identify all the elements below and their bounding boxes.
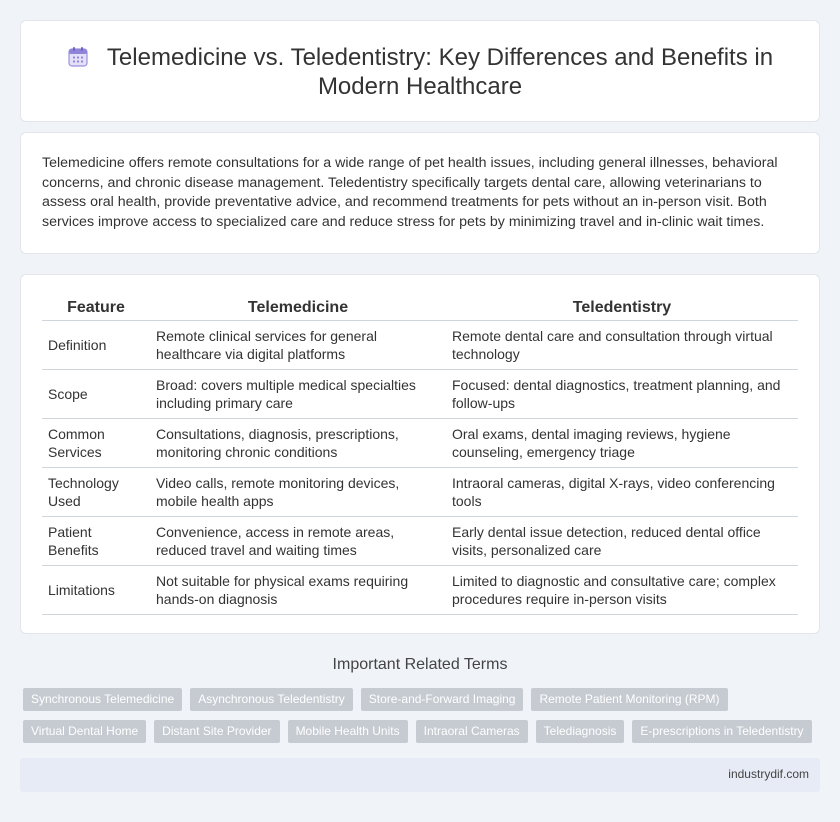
footer bbox=[20, 758, 820, 792]
tag-row-1 bbox=[23, 688, 823, 711]
page-title-text: Telemedicine vs. Teledentistry: Key Differences and Benefits in Modern Healthcare bbox=[106, 44, 774, 100]
tag-row-2 bbox=[23, 720, 823, 743]
table-header-row bbox=[42, 297, 798, 321]
tag-e-prescriptions[interactable]: E-prescriptions in Teledentistry bbox=[632, 720, 811, 743]
page-title bbox=[61, 43, 779, 101]
feature-cell: Patient Benefits bbox=[42, 517, 150, 566]
header-feature: Feature bbox=[42, 297, 150, 321]
tag-mobile-health-units[interactable]: Mobile Health Units bbox=[288, 720, 408, 743]
header-telemedicine: Telemedicine bbox=[150, 297, 446, 321]
teledentistry-cell: Intraoral cameras, digital X-rays, video conferencing tools bbox=[446, 468, 798, 517]
comparison-card bbox=[20, 274, 820, 634]
table-row bbox=[42, 321, 798, 370]
teledentistry-cell: Remote dental care and consultation through virtual technology bbox=[446, 321, 798, 370]
calendar-icon bbox=[67, 46, 89, 68]
feature-cell: Limitations bbox=[42, 566, 150, 615]
related-terms-tags bbox=[23, 688, 823, 752]
intro-paragraph: Telemedicine offers remote consultations for a wide range of pet health issues, including general illnesses, behavioral concerns, and chronic disease management. Teledentistry specifically targets dental care, allowing veterinarians to assess oral health, provide preventative advice, and recommend treatments for pets without an in-person visit. Both services improve access to specialized care and reduce stress for pets by minimizing travel and in-clinic wait times. bbox=[42, 155, 778, 230]
tag-synchronous-telemedicine[interactable]: Synchronous Telemedicine bbox=[23, 688, 182, 711]
teledentistry-cell: Early dental issue detection, reduced dental office visits, personalized care bbox=[446, 517, 798, 566]
table-row bbox=[42, 517, 798, 566]
teledentistry-cell: Focused: dental diagnostics, treatment planning, and follow-ups bbox=[446, 370, 798, 419]
telemedicine-cell: Video calls, remote monitoring devices, mobile health apps bbox=[150, 468, 446, 517]
telemedicine-cell: Not suitable for physical exams requiring hands-on diagnosis bbox=[150, 566, 446, 615]
tag-intraoral-cameras[interactable]: Intraoral Cameras bbox=[416, 720, 528, 743]
feature-cell: Technology Used bbox=[42, 468, 150, 517]
tag-distant-site-provider[interactable]: Distant Site Provider bbox=[154, 720, 279, 743]
feature-cell: Definition bbox=[42, 321, 150, 370]
intro-card bbox=[20, 132, 820, 254]
feature-cell: Scope bbox=[42, 370, 150, 419]
related-terms-title: Important Related Terms bbox=[332, 656, 508, 673]
page-header bbox=[21, 43, 819, 101]
table-row bbox=[42, 419, 798, 468]
telemedicine-cell: Consultations, diagnosis, prescriptions, monitoring chronic conditions bbox=[150, 419, 446, 468]
tag-virtual-dental-home[interactable]: Virtual Dental Home bbox=[23, 720, 146, 743]
table-row bbox=[42, 370, 798, 419]
tag-telediagnosis[interactable]: Telediagnosis bbox=[536, 720, 625, 743]
comparison-table bbox=[42, 297, 798, 615]
tag-remote-patient-monitoring[interactable]: Remote Patient Monitoring (RPM) bbox=[531, 688, 727, 711]
tag-store-and-forward-imaging[interactable]: Store-and-Forward Imaging bbox=[361, 688, 524, 711]
teledentistry-cell: Limited to diagnostic and consultative care; complex procedures require in-person visits bbox=[446, 566, 798, 615]
footer-site-link[interactable]: industrydif.com bbox=[728, 767, 809, 781]
tag-asynchronous-teledentistry[interactable]: Asynchronous Teledentistry bbox=[190, 688, 353, 711]
header-teledentistry: Teledentistry bbox=[446, 297, 798, 321]
teledentistry-cell: Oral exams, dental imaging reviews, hygiene counseling, emergency triage bbox=[446, 419, 798, 468]
table-row bbox=[42, 566, 798, 615]
title-card bbox=[20, 20, 820, 122]
telemedicine-cell: Broad: covers multiple medical specialties including primary care bbox=[150, 370, 446, 419]
telemedicine-cell: Remote clinical services for general healthcare via digital platforms bbox=[150, 321, 446, 370]
feature-cell: Common Services bbox=[42, 419, 150, 468]
table-row bbox=[42, 468, 798, 517]
telemedicine-cell: Convenience, access in remote areas, reduced travel and waiting times bbox=[150, 517, 446, 566]
